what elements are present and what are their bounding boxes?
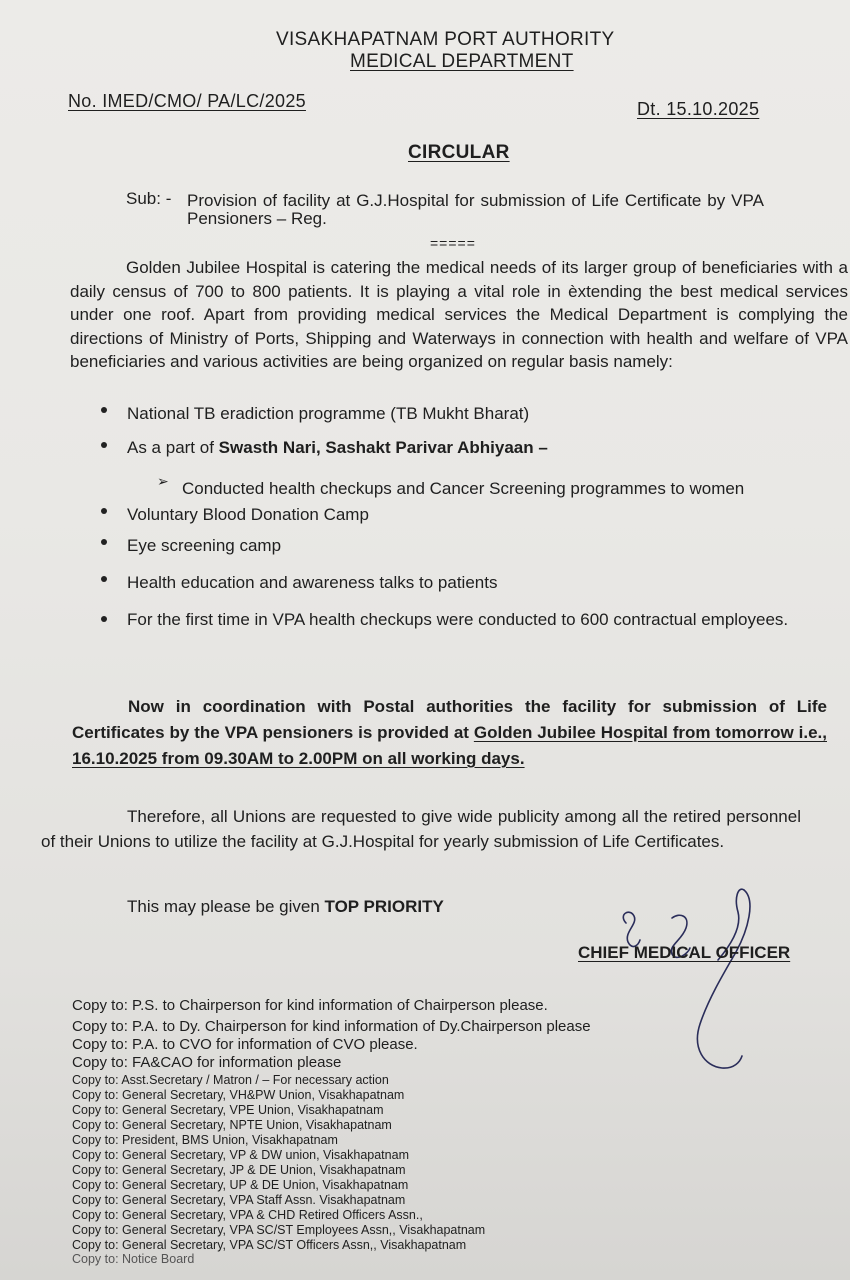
coordination-highlight: Golden Jubilee Hospital from tomorrow i.e., 16.10.2025 from 09.30AM to 2.00PM on all working days.	[72, 723, 827, 768]
copy-to-line: Copy to: General Secretary, VPA SC/ST Officers Assn,, Visakhapatnam	[72, 1238, 467, 1252]
priority-emphasis: TOP PRIORITY	[324, 897, 444, 916]
reference-number: No. IMED/CMO/ PA/LC/2025	[68, 91, 306, 111]
intro-paragraph: Golden Jubilee Hospital is catering the medical needs of its larger group of beneficiaries with a daily census of 700 to 800 patients. It is playing a vital role in èxtending the best medical services under one roof. Apart from providing medical services the Medical Department is complying the directions of Ministry of Ports, Shipping and Waterways in connection with health and welfare of VPA beneficiaries and various activities are being organized on regular basis namely:	[70, 258, 848, 372]
sub-bullet-health-checkups: Conducted health checkups and Cancer Screening programmes to women	[182, 479, 745, 498]
signatory-title: CHIEF MEDICAL OFFICER	[578, 943, 791, 962]
copy-to-line-partial: Copy to: Notice Board	[72, 1252, 195, 1266]
copy-to-line: Copy to: President, BMS Union, Visakhapatnam	[72, 1133, 338, 1147]
copy-to-line: Copy to: Asst.Secretary / Matron / – For necessary action	[72, 1073, 389, 1087]
bullet-blood-donation: Voluntary Blood Donation Camp	[127, 505, 369, 524]
bullet-swasth-nari-prefix: As a part of	[127, 438, 219, 457]
therefore-paragraph: Therefore, all Unions are requested to give wide publicity among all the retired personnel of their Unions to utilize the facility at G.J.Hospital for yearly submission of Life Certificates.	[41, 807, 801, 851]
bullet-tb-programme: National TB eradiction programme (TB Mukht Bharat)	[127, 404, 530, 423]
subject-separator: =====	[430, 235, 476, 251]
copy-to-line: Copy to: General Secretary, VPE Union, Visakhapatnam	[72, 1103, 384, 1117]
arrow-bullet-icon: ➢	[157, 473, 169, 489]
subject-prefix: Sub: -	[126, 189, 172, 208]
circular-date: Dt. 15.10.2025	[637, 99, 760, 119]
subject-line-2: Pensioners – Reg.	[187, 209, 327, 228]
org-name: VISAKHAPATNAM PORT AUTHORITY	[276, 29, 615, 50]
copy-to-line: Copy to: General Secretary, VPA Staff Assn. Visakhapatnam	[72, 1193, 406, 1207]
bullet-eye-screening: Eye screening camp	[127, 536, 282, 555]
subject-line-1: Provision of facility at G.J.Hospital for submission of Life Certificate by VPA	[187, 191, 764, 210]
priority-prefix: This may please be given	[127, 897, 325, 916]
bullet-health-education: Health education and awareness talks to patients	[127, 573, 498, 592]
copy-to-line: Copy to: General Secretary, VP & DW union, Visakhapatnam	[72, 1148, 409, 1162]
copy-to-line: Copy to: P.A. to Dy. Chairperson for kind information of Dy.Chairperson please	[72, 1018, 591, 1035]
copy-to-line: Copy to: General Secretary, JP & DE Union, Visakhapatnam	[72, 1163, 406, 1177]
department-name: MEDICAL DEPARTMENT	[350, 51, 574, 72]
bullet-contractual-employees: For the first time in VPA health checkups were conducted to 600 contractual employees.	[127, 610, 789, 629]
coordination-text: Now in coordination with Postal authorities the facility for submission of Life Certificates by the VPA pensioners is provided at	[72, 697, 827, 742]
copy-to-line: Copy to: General Secretary, VH&PW Union, Visakhapatnam	[72, 1088, 405, 1102]
copy-to-line: Copy to: General Secretary, VPA SC/ST Employees Assn,, Visakhapatnam	[72, 1223, 486, 1237]
copy-to-line: Copy to: FA&CAO for information please	[72, 1054, 342, 1071]
copy-to-line: Copy to: P.A. to CVO for information of CVO please.	[72, 1036, 418, 1053]
copy-to-line: Copy to: P.S. to Chairperson for kind information of Chairperson please.	[72, 997, 548, 1014]
copy-to-line: Copy to: General Secretary, UP & DE Union, Visakhapatnam	[72, 1178, 409, 1192]
copy-to-line: Copy to: General Secretary, NPTE Union, Visakhapatnam	[72, 1118, 392, 1132]
copy-to-line: Copy to: General Secretary, VPA & CHD Retired Officers Assn.,	[72, 1208, 423, 1222]
bullet-swasth-nari-bold: Swasth Nari, Sashakt Parivar Abhiyaan –	[218, 438, 548, 457]
circular-title: CIRCULAR	[408, 142, 510, 163]
